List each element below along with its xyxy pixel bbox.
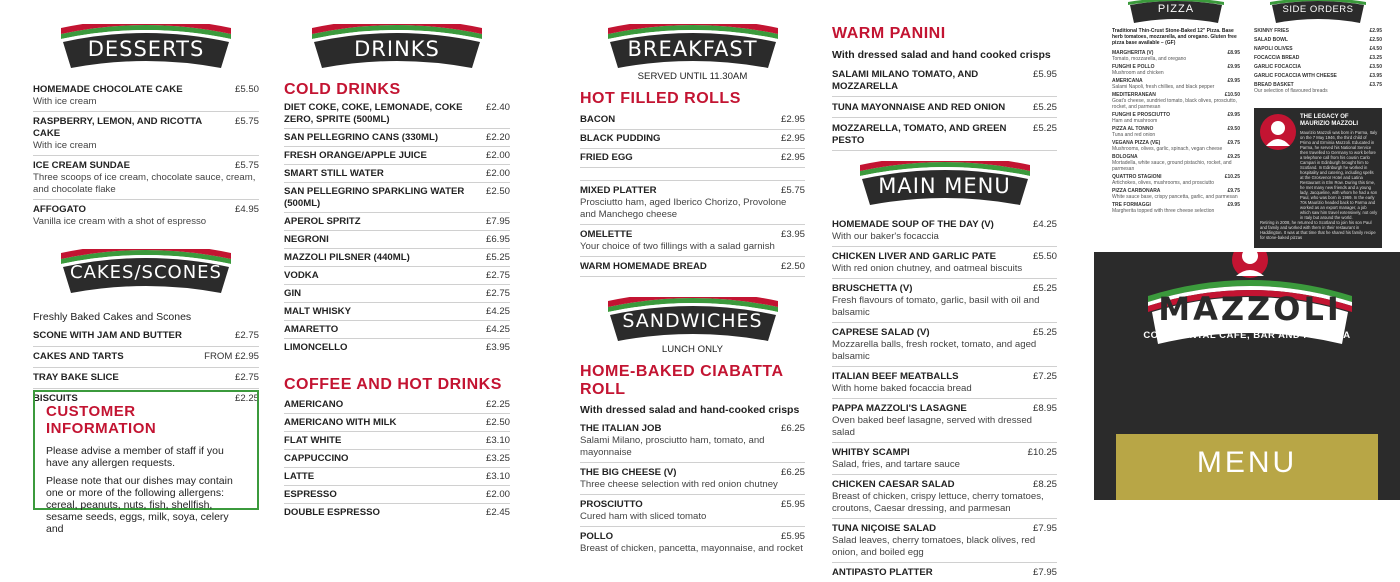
drinks-banner <box>312 24 482 70</box>
item-desc: Mushroom and chicken <box>1112 70 1164 76</box>
item-name: APEROL SPRITZ <box>284 216 361 227</box>
list-item <box>284 339 510 356</box>
item-price: £5.75 <box>234 116 259 127</box>
list-item <box>284 432 510 450</box>
list-item <box>832 399 1057 443</box>
desserts-list <box>33 80 259 231</box>
item-price: £3.50 <box>1369 64 1382 70</box>
main-menu-list <box>832 215 1057 582</box>
item-desc: Breast of chicken, crispy lettuce, cherry tomatoes, croutons, Caesar dressing, and parmesan <box>832 491 1044 514</box>
breakfast-title: BREAKFAST <box>627 37 758 61</box>
breakfast-banner <box>608 24 778 70</box>
customer-info-title: CUSTOMER INFORMATION <box>46 403 157 437</box>
pizza-title: PIZZA <box>1157 3 1195 15</box>
legacy-box <box>1254 108 1382 248</box>
list-item <box>832 64 1057 97</box>
list-item <box>284 486 510 504</box>
item-name: SALAMI MILANO TOMATO, AND MOZZARELLA <box>832 69 979 92</box>
item-price: £2.40 <box>485 102 510 113</box>
item-price: £10.50 <box>1224 92 1240 98</box>
list-item <box>832 215 1057 247</box>
item-price: £10.25 <box>1224 174 1240 180</box>
sandwiches-banner <box>608 297 778 343</box>
list-item <box>832 563 1057 582</box>
cakes-subtitle: Freshly Baked Cakes and Scones <box>33 311 192 323</box>
list-item <box>284 100 510 129</box>
item-name: FOCACCIA BREAD <box>1254 55 1300 61</box>
item-desc: Artichokes, olives, mushrooms, and prosciutto <box>1112 180 1214 186</box>
sandwiches-title: SANDWICHES <box>622 310 763 332</box>
item-price: £5.75 <box>780 185 805 196</box>
list-item <box>284 129 510 147</box>
item-desc: Goat's cheese, sundried tomato, black olives, prosciutto, rocket, and parmesan <box>1112 98 1237 110</box>
item-price: £5.50 <box>1032 251 1057 262</box>
item-price: £9.75 <box>1227 140 1240 146</box>
item-price: £2.25 <box>485 399 510 410</box>
ciabatta-title: HOME-BAKED CIABATTA ROLL <box>580 363 783 398</box>
ciabatta-sub: With dressed salad and hand-cooked crisps <box>580 404 800 416</box>
rolls-list <box>580 111 805 168</box>
item-price: FROM £2.95 <box>204 351 259 362</box>
item-name: ITALIAN BEEF MEATBALLS <box>832 371 959 382</box>
item-desc: Mortadella, white sauce, ground pistachio, rocket, and parmesan <box>1112 160 1232 172</box>
item-price: £5.75 <box>234 160 259 171</box>
item-desc: Ham and mushroom <box>1112 118 1158 124</box>
cover-page <box>1094 252 1400 500</box>
list-item <box>1112 188 1240 200</box>
menu-label: MENU <box>1196 446 1298 479</box>
list-item <box>832 519 1057 563</box>
list-item <box>1112 154 1240 172</box>
desserts-column <box>33 0 259 535</box>
bread-basket-desc: Our selection of flavoured breads <box>1254 88 1328 94</box>
main-column <box>832 0 1057 582</box>
list-item <box>284 414 510 432</box>
item-name: DIET COKE, COKE, LEMONADE, COKE ZERO, SPRITE (500ML) <box>284 102 463 125</box>
side-orders-title: SIDE ORDERS <box>1282 4 1354 15</box>
item-price: £5.25 <box>485 252 510 263</box>
cakes-title: CAKES/SCONES <box>70 262 222 283</box>
list-item <box>580 130 805 149</box>
list-item <box>1254 37 1382 43</box>
item-desc: Tuna and red onion <box>1112 132 1156 138</box>
item-name: CAPPUCCINO <box>284 453 349 464</box>
list-item <box>33 80 259 112</box>
item-price: £2.50 <box>485 417 510 428</box>
item-name: FRIED EGG <box>580 152 633 163</box>
item-price: £6.25 <box>780 423 805 434</box>
item-name: PROSCIUTTO <box>580 499 643 510</box>
list-item <box>284 321 510 339</box>
desserts-banner <box>61 24 231 70</box>
item-name: GIN <box>284 288 302 299</box>
pizza-page <box>1112 0 1240 248</box>
item-name: AMERICANA <box>1112 78 1143 84</box>
item-price: £2.95 <box>1369 28 1382 34</box>
cold-drinks-title: COLD DRINKS <box>284 81 401 98</box>
list-item <box>580 111 805 130</box>
list-item <box>832 97 1057 118</box>
item-desc: Cured ham with sliced tomato <box>580 511 707 522</box>
item-name: LIMONCELLO <box>284 342 348 353</box>
item-name: BRUSCHETTA (V) <box>832 283 913 294</box>
item-name: BACON <box>580 114 616 125</box>
menu-label-box <box>1116 434 1378 500</box>
item-name: MALT WHISKY <box>284 306 351 317</box>
list-item <box>284 504 510 521</box>
list-item <box>580 419 805 463</box>
list-item <box>1112 112 1240 124</box>
list-item <box>284 147 510 165</box>
list-item <box>580 225 805 257</box>
item-name: CHICKEN CAESAR SALAD <box>832 479 955 490</box>
brand-name: MAZZOLI <box>1158 290 1342 328</box>
list-item <box>580 149 805 168</box>
item-price: £9.95 <box>1227 202 1240 208</box>
ciabatta-list <box>580 419 805 558</box>
main-menu-banner <box>860 161 1030 207</box>
item-desc: Salad, fries, and tartare sauce <box>832 459 960 470</box>
list-item <box>580 181 805 225</box>
item-name: BLACK PUDDING <box>580 133 661 144</box>
item-desc: With our baker's focaccia <box>832 231 939 242</box>
item-name: NAPOLI OLIVES <box>1254 46 1293 52</box>
item-price: £3.25 <box>485 453 510 464</box>
list-item <box>580 527 805 558</box>
desserts-title: DESSERTS <box>87 37 205 61</box>
item-name: ICE CREAM SUNDAE <box>33 160 131 171</box>
item-desc: With ice cream <box>33 96 97 107</box>
item-price: £2.75 <box>485 288 510 299</box>
item-name: PIZZA AL TONNO <box>1112 126 1154 132</box>
item-price: £3.95 <box>780 229 805 240</box>
item-desc: With red onion chutney, and oatmeal biscuits <box>832 263 1023 274</box>
list-item <box>1112 202 1240 214</box>
item-price: £2.45 <box>485 507 510 518</box>
legacy-p2: Retiring in 2008, he returned to Scotland to join his son Paul and family and worked with them in their restaurant in Haddington. It was at that time that he shared his family recipe for stone-baked pizzas <box>1260 220 1376 240</box>
item-price: £10.25 <box>1027 447 1057 458</box>
item-name: FLAT WHITE <box>284 435 342 446</box>
main-menu-title: MAIN MENU <box>878 174 1011 198</box>
legacy-intro: Maurizio Mazzoli was born in Parma, Italy on the 7 May 1946, the third child of Primo and Erminia Mazzoli. Educated in Parma, he served his National Service then travelled to Germany to work before a telephone call from his cousin Carlo Campari in Edinburgh brought him to Scotland. In Edinburgh he worked in hospitality and catering, including spells at the Grosvenor Hotel and Latina Restaurant in Elm Row. During this time, he met many new friends and a young lady, Jacqueline, with whom he had a son Paul, who was born in 1969. In the early 70s Maurizio headed back to Parma and worked as an export manager, a job which saw him travel extensively, not only in Italy but around the world. <box>1300 130 1378 220</box>
item-name: MARGHERITA (V) <box>1112 50 1154 56</box>
item-name: CAKES AND TARTS <box>33 351 124 362</box>
item-price: £2.00 <box>485 150 510 161</box>
list-item <box>1112 126 1240 138</box>
item-price: £2.00 <box>485 168 510 179</box>
list-item <box>580 463 805 495</box>
list-item <box>1112 174 1240 186</box>
item-price: £3.10 <box>485 471 510 482</box>
list-item <box>832 443 1057 475</box>
item-name: SALAD BOWL <box>1254 37 1288 43</box>
item-name: MEDITERRANEAN <box>1112 92 1156 98</box>
lunch-only: LUNCH ONLY <box>661 344 724 355</box>
item-desc: Three scoops of ice cream, chocolate sauce, cream, and chocolate flake <box>33 172 256 195</box>
item-name: RASPBERRY, LEMON, AND RICOTTA CAKE <box>33 116 202 139</box>
item-name: THE BIG CHEESE (V) <box>580 467 677 478</box>
item-price: £3.95 <box>485 342 510 353</box>
panini-title: WARM PANINI <box>832 25 946 42</box>
item-price: £9.75 <box>1227 188 1240 194</box>
list-item <box>1112 78 1240 90</box>
item-name: QUATTRO STAGIONI <box>1112 174 1162 180</box>
list-item <box>1254 55 1382 61</box>
list-item <box>832 247 1057 279</box>
item-price: £3.10 <box>485 435 510 446</box>
item-name: WARM HOMEMADE BREAD <box>580 261 707 272</box>
customer-info-p2: Please note that our dishes may contain one or more of the following allergens: cereal, peanuts, nuts, fish, shellfish, sesame seeds, eggs, milk, soya, celery and <box>46 475 233 535</box>
list-item <box>33 112 259 156</box>
hot-drinks-list <box>284 396 510 521</box>
list-item <box>832 323 1057 367</box>
item-price: £2.50 <box>485 186 510 197</box>
item-price: £2.75 <box>234 372 259 383</box>
list-item <box>33 326 259 347</box>
list-item <box>284 267 510 285</box>
item-price: £9.50 <box>1227 126 1240 132</box>
list-item <box>284 450 510 468</box>
item-name: TRAY BAKE SLICE <box>33 372 119 383</box>
item-desc: Margherita topped with three cheese selection <box>1112 208 1215 214</box>
item-name: HOMEMADE CHOCOLATE CAKE <box>33 84 183 95</box>
item-name: GARLIC FOCACCIA WITH CHEESE <box>1254 73 1337 79</box>
legacy-title: THE LEGACY OF MAURIZIO MAZZOLI <box>1300 114 1358 127</box>
item-price: £9.95 <box>1227 112 1240 118</box>
item-desc: Fresh flavours of tomato, garlic, basil with oil and balsamic <box>832 295 1040 318</box>
item-name: SMART STILL WATER <box>284 168 384 179</box>
item-desc: Salami Napoli, fresh chillies, and black pepper <box>1112 84 1215 90</box>
item-desc: Prosciutto ham, aged Iberico Chorizo, Provolone and Manchego cheese <box>580 197 787 220</box>
item-name: CAPRESE SALAD (V) <box>832 327 930 338</box>
list-item <box>1254 73 1382 79</box>
list-item <box>284 396 510 414</box>
panini-list <box>832 64 1057 151</box>
item-name: AMERICANO <box>284 399 344 410</box>
item-desc: Your choice of two fillings with a salad garnish <box>580 241 775 252</box>
item-name: ESPRESSO <box>284 489 337 500</box>
brand-tagline: CONTINENTAL CAFE, BAR AND PIZZERIA <box>1143 330 1351 341</box>
customer-info-box <box>33 390 259 535</box>
item-price: £3.75 <box>1369 82 1382 88</box>
list-item <box>284 231 510 249</box>
item-name: FRESH ORANGE/APPLE JUICE <box>284 150 427 161</box>
item-price: £2.25 <box>234 393 259 404</box>
list-item <box>284 213 510 231</box>
item-desc: White sauce base, crispy pancetta, garlic, and parmesan <box>1112 194 1238 200</box>
item-name: AMARETTO <box>284 324 339 335</box>
pizza-banner <box>1128 0 1224 24</box>
item-price: £7.95 <box>485 216 510 227</box>
item-price: £3.25 <box>1369 55 1382 61</box>
list-item <box>580 257 805 277</box>
item-price: £5.95 <box>1032 69 1057 80</box>
item-price: £5.95 <box>780 499 805 510</box>
item-name: PAPPA MAZZOLI'S LASAGNE <box>832 403 967 414</box>
item-name: SAN PELLEGRINO CANS (330ML) <box>284 132 439 143</box>
item-price: £2.75 <box>485 270 510 281</box>
list-item <box>1112 140 1240 152</box>
list-item <box>284 303 510 321</box>
list-item <box>33 368 259 389</box>
item-price: £2.50 <box>1369 37 1382 43</box>
item-price: £7.95 <box>1032 567 1057 578</box>
item-desc: Tomato, mozzarella, and oregano <box>1112 56 1187 62</box>
item-price: £9.95 <box>1227 78 1240 84</box>
item-desc: Three cheese selection with red onion chutney <box>580 479 778 490</box>
list-item <box>33 156 259 200</box>
item-price: £6.95 <box>485 234 510 245</box>
item-price: £7.95 <box>1032 523 1057 534</box>
drinks-column <box>284 0 510 521</box>
list-item <box>832 367 1057 399</box>
item-price: £3.95 <box>1369 73 1382 79</box>
item-name: THE ITALIAN JOB <box>580 423 662 434</box>
item-desc: With ice cream <box>33 140 97 151</box>
item-desc: Oven baked beef lasagne, served with dressed salad <box>832 415 1032 438</box>
list-item <box>284 468 510 486</box>
item-desc: With home baked focaccia bread <box>832 383 972 394</box>
list-item <box>1112 64 1240 76</box>
item-price: £5.95 <box>780 531 805 542</box>
item-price: £2.75 <box>234 330 259 341</box>
item-name: POLLO <box>580 531 614 542</box>
item-price: £2.50 <box>780 261 805 272</box>
item-price: £7.25 <box>1032 371 1057 382</box>
served-until: SERVED UNTIL 11.30AM <box>637 71 748 82</box>
item-name: VODKA <box>284 270 319 281</box>
hot-rolls-title: HOT FILLED ROLLS <box>580 90 741 107</box>
item-name: FUNGHI E POLLO <box>1112 64 1155 70</box>
item-name: SAN PELLEGRINO SPARKLING WATER (500ML) <box>284 186 465 209</box>
item-name: TUNA MAYONNAISE AND RED ONION <box>832 102 1006 113</box>
item-name: VEGANA PIZZA (VE) <box>1112 140 1161 146</box>
list-item <box>1254 28 1382 34</box>
item-price: £4.95 <box>234 204 259 215</box>
breakfast-other-list <box>580 180 805 277</box>
drinks-title: DRINKS <box>354 37 440 61</box>
side-orders-page <box>1254 0 1382 248</box>
item-price: £2.20 <box>485 132 510 143</box>
item-price: £2.95 <box>780 133 805 144</box>
item-price: £9.25 <box>1227 154 1240 160</box>
item-name: AMERICANO WITH MILK <box>284 417 397 428</box>
item-desc: Mozzarella balls, fresh rocket, tomato, and aged balsamic <box>832 339 1037 362</box>
portrait-icon <box>1260 114 1296 150</box>
side-orders-list <box>1254 28 1382 94</box>
pizza-list <box>1112 50 1240 214</box>
item-desc: Salami Milano, prosciutto ham, tomato, and mayonnaise <box>580 435 765 458</box>
item-name: BISCUITS <box>33 393 78 404</box>
list-item <box>1112 50 1240 62</box>
item-price: £9.95 <box>1227 64 1240 70</box>
pizza-intro: Traditional Thin-Crust Stone-Baked 12" Pizza. Base herb tomatoes, mozzarella, and oregano. Gluten free pizza base available – (GF) <box>1112 28 1237 46</box>
item-name: SKINNY FRIES <box>1254 28 1289 34</box>
list-item <box>832 279 1057 323</box>
item-name: FUNGHI E PROSCIUTTO <box>1112 112 1170 118</box>
list-item <box>284 285 510 303</box>
item-price: £5.25 <box>1032 102 1057 113</box>
item-name: AFFOGATO <box>33 204 86 215</box>
item-name: MOZZARELLA, TOMATO, AND GREEN PESTO <box>832 123 1007 146</box>
item-price: £4.25 <box>485 306 510 317</box>
list-item <box>832 475 1057 519</box>
item-name: LATTE <box>284 471 315 482</box>
item-price: £4.25 <box>1032 219 1057 230</box>
hot-drinks-title: COFFEE AND HOT DRINKS <box>284 376 502 393</box>
item-name: OMELETTE <box>580 229 633 240</box>
item-price: £2.95 <box>780 114 805 125</box>
item-name: ANTIPASTO PLATTER <box>832 567 933 578</box>
item-price: £8.95 <box>1227 50 1240 56</box>
item-name: DOUBLE ESPRESSO <box>284 507 380 518</box>
breakfast-column <box>580 0 805 558</box>
item-name: GARLIC FOCACCIA <box>1254 64 1301 70</box>
cold-drinks-list <box>284 100 510 356</box>
item-price: £5.25 <box>1032 327 1057 338</box>
side-orders-banner <box>1270 0 1366 24</box>
item-name: NEGRONI <box>284 234 329 245</box>
item-name: CHICKEN LIVER AND GARLIC PATE <box>832 251 996 262</box>
item-price: £5.25 <box>1032 283 1057 294</box>
item-name: MAZZOLI PILSNER (440ML) <box>284 252 410 263</box>
list-item <box>1112 92 1240 110</box>
portrait-svg <box>1260 114 1296 150</box>
list-item <box>1254 64 1382 70</box>
list-item <box>832 118 1057 151</box>
item-price: £4.25 <box>485 324 510 335</box>
item-desc: Vanilla ice cream with a shot of espresso <box>33 216 207 227</box>
item-name: HOMEMADE SOUP OF THE DAY (V) <box>832 219 994 230</box>
item-price: £6.25 <box>780 467 805 478</box>
cakes-banner <box>61 249 231 295</box>
list-item <box>284 183 510 213</box>
item-name: BREAD BASKET <box>1254 82 1294 88</box>
item-desc: Mushrooms, olives, garlic, spinach, vegan cheese <box>1112 146 1223 152</box>
item-name: MIXED PLATTER <box>580 185 657 196</box>
customer-info-p1: Please advise a member of staff if you have any allergen requests. <box>46 445 224 469</box>
list-item <box>33 200 259 231</box>
item-name: SCONE WITH JAM AND BUTTER <box>33 330 182 341</box>
panini-sub: With dressed salad and hand cooked crisps <box>832 49 1051 61</box>
list-item <box>1254 46 1382 52</box>
item-name: WHITBY SCAMPI <box>832 447 910 458</box>
item-price: £5.25 <box>1032 123 1057 134</box>
item-name: TUNA NIÇOISE SALAD <box>832 523 937 534</box>
list-item <box>284 165 510 183</box>
item-price: £5.50 <box>234 84 259 95</box>
item-price: £2.00 <box>485 489 510 500</box>
item-price: £4.50 <box>1369 46 1382 52</box>
item-price: £8.25 <box>1032 479 1057 490</box>
list-item <box>284 249 510 267</box>
item-name: TRE FORMAGGI <box>1112 202 1151 208</box>
item-price: £2.95 <box>780 152 805 163</box>
item-desc: Breast of chicken, pancetta, mayonnaise, and rocket <box>580 543 803 554</box>
item-price: £8.95 <box>1032 403 1057 414</box>
list-item <box>33 347 259 368</box>
item-desc: Salad leaves, cherry tomatoes, black olives, red onion, and boiled egg <box>832 535 1036 558</box>
item-name: PIZZA CARBONARA <box>1112 188 1161 194</box>
item-name: BOLOGNA <box>1112 154 1138 160</box>
